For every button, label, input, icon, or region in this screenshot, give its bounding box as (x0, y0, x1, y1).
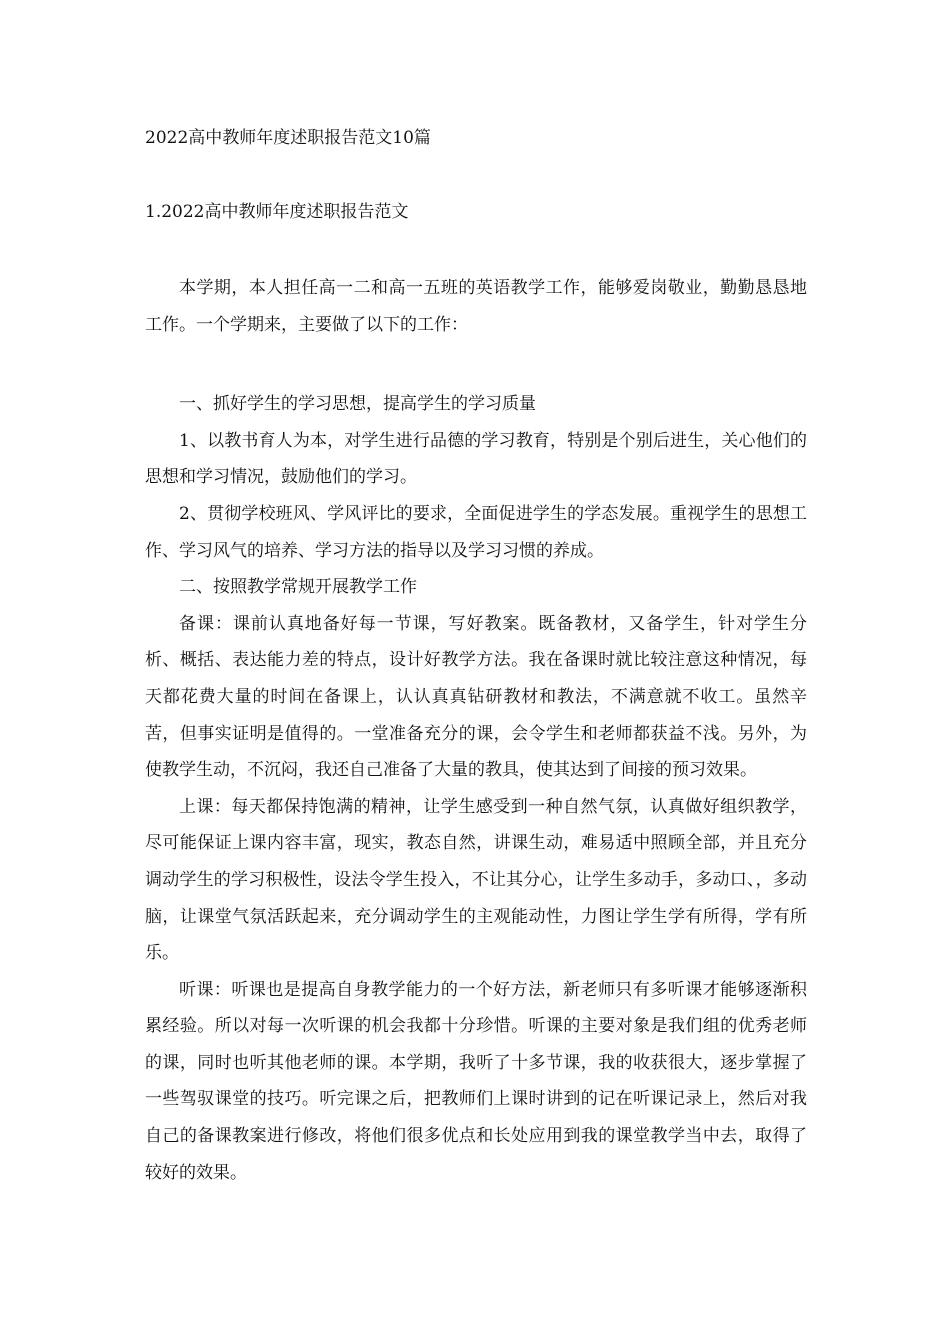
document-body (145, 270, 807, 1191)
paragraph-lesson-prep: 备课：课前认真地备好每一节课，写好教案。既备教材，又备学生，针对学生分析、概括、表达能力差的特点，设计好教学方法。我在备课时就比较注意这种情况，每天都花费大量的时间在备课上，认认真真钻研教材和教法，不满意就不收工。虽然辛苦，但事实证明是值得的。一堂准备充分的课，会令学生和老师都获益不浅。另外，为使教学生动，不沉闷，我还自己准备了大量的教具，使其达到了间接的预习效果。 (145, 613, 807, 781)
heading-part-one: 一、抓好学生的学习思想，提高学生的学习质量 (179, 394, 536, 415)
paragraph-item-2: 2、贯彻学校班风、学风评比的要求，全面促进学生的学态发展。重视学生的思想工作、学习风气的培养、学习方法的指导以及学习习惯的养成。 (145, 503, 807, 561)
paragraph-observation: 听课：听课也是提高自身教学能力的一个好方法，新老师只有多听课才能够逐渐积累经验。所以对每一次听课的机会我都十分珍惜。听课的主要对象是我们组的优秀老师的课，同时也听其他老师的课。本学期，我听了十多节课，我的收获很大，逐步掌握了一些驾驭课堂的技巧。听完课之后，把教师们上课时讲到的记在听课记录上，然后对我自己的备课教案进行修改，将他们很多优点和长处应用到我的课堂教学当中去，取得了较好的效果。 (145, 979, 807, 1183)
document-title: 2022高中教师年度述职报告范文10篇 (145, 128, 431, 148)
heading-part-two: 二、按照教学常规开展教学工作 (179, 577, 417, 598)
paragraph-teaching: 上课：每天都保持饱满的精神，让学生感受到一种自然气氛，认真做好组织教学，尽可能保证上课内容丰富，现实，教态自然，讲课生动，难易适中照顾全部，并且充分调动学生的学习积极性，设法令学生投入，不让其分心，让学生多动手，多动口、，多动脑，让课堂气氛活跃起来，充分调动学生的主观能动性，力图让学生学有所得，学有所乐。 (145, 796, 807, 964)
paragraph-intro: 本学期，本人担任高一二和高一五班的英语教学工作，能够爱岗敬业，勤勤恳恳地工作。一个学期来，主要做了以下的工作： (145, 278, 807, 335)
paragraph-item-1: 1、以教书育人为本，对学生进行品德的学习教育，特别是个别后进生，关心他们的思想和学习情况，鼓励他们的学习。 (145, 430, 807, 488)
section-title: 1.2022高中教师年度述职报告范文 (145, 202, 409, 222)
